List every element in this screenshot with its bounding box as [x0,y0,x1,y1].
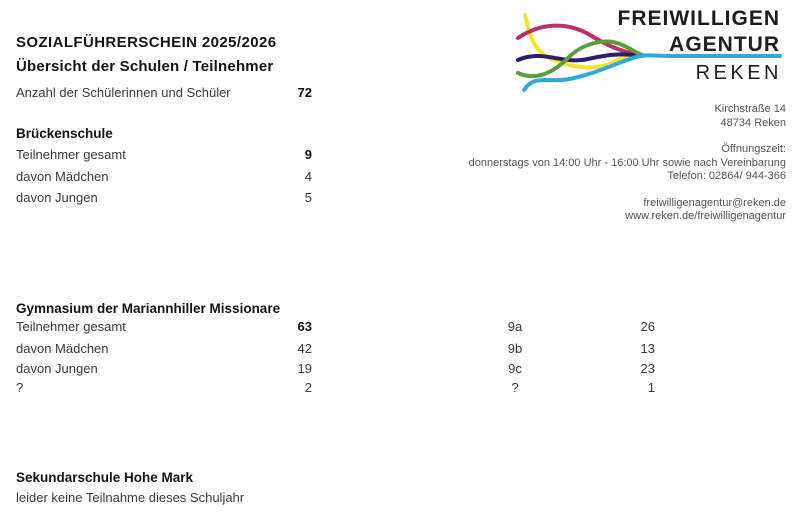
page-subtitle: Übersicht der Schulen / Teilnehmer [16,58,274,75]
row-label: davon Mädchen [16,341,109,356]
row-value: 42 [297,341,312,356]
class-value: 23 [640,361,655,376]
row-value: 9 [304,147,312,162]
row-label: ? [16,380,24,395]
page-title: SOZIALFÜHRERSCHEIN 2025/2026 [16,34,277,51]
total-students-label: Anzahl der Schülerinnen und Schüler [16,85,231,100]
class-label: ? [511,380,519,395]
class-label: 9b [507,341,523,356]
row-value: 63 [297,319,312,334]
logo-text-line3: REKEN [695,62,782,84]
school-row [16,380,312,396]
logo-text-line1: FREIWILLIGEN [617,7,780,30]
school-row [16,147,312,163]
row-label: davon Jungen [16,190,98,205]
row-value: 19 [297,361,312,376]
class-label: 9a [507,319,523,334]
total-students-value: 72 [297,85,312,100]
school-name-gymnasium: Gymnasium der Mariannhiller Missionare [16,301,281,316]
contact-block [469,103,786,224]
school-note: leider keine Teilnahme dieses Schuljahr [16,490,245,505]
contact-website: www.reken.de/freiwilligenagentur [625,210,786,222]
contact-hours: donnerstags von 14:00 Uhr - 16:00 Uhr sowie nach Vereinbarung [468,156,786,169]
row-label: davon Jungen [16,361,98,376]
total-students-row [16,85,312,101]
freiwilligen-agentur-reken-logo [508,2,786,94]
row-value: 4 [304,169,312,184]
row-label: davon Mädchen [16,169,109,184]
class-label: 9c [508,361,522,376]
school-row [16,361,312,377]
row-value: 2 [304,380,312,395]
class-value: 13 [640,341,655,356]
contact-street: Kirchstraße 14 [714,103,786,115]
row-value: 5 [304,190,312,205]
row-label: Teilnehmer gesamt [16,319,126,334]
school-row [16,190,312,206]
logo-text-line2: AGENTUR [669,33,780,56]
contact-city: 48734 Reken [720,116,786,129]
school-name-brueckenschule: Brückenschule [16,126,113,141]
school-row [16,319,312,335]
contact-phone: Telefon: 02864/ 944-366 [667,170,786,182]
school-name-sekundarschule: Sekundarschule Hohe Mark [16,470,194,485]
row-label: Teilnehmer gesamt [16,147,126,162]
contact-hours-label: Öffnungszeit: [721,143,786,155]
contact-email: freiwilligenagentur@reken.de [643,196,786,209]
school-row [16,341,312,357]
school-row [16,169,312,185]
class-value: 1 [647,380,655,395]
class-value: 26 [640,319,655,334]
